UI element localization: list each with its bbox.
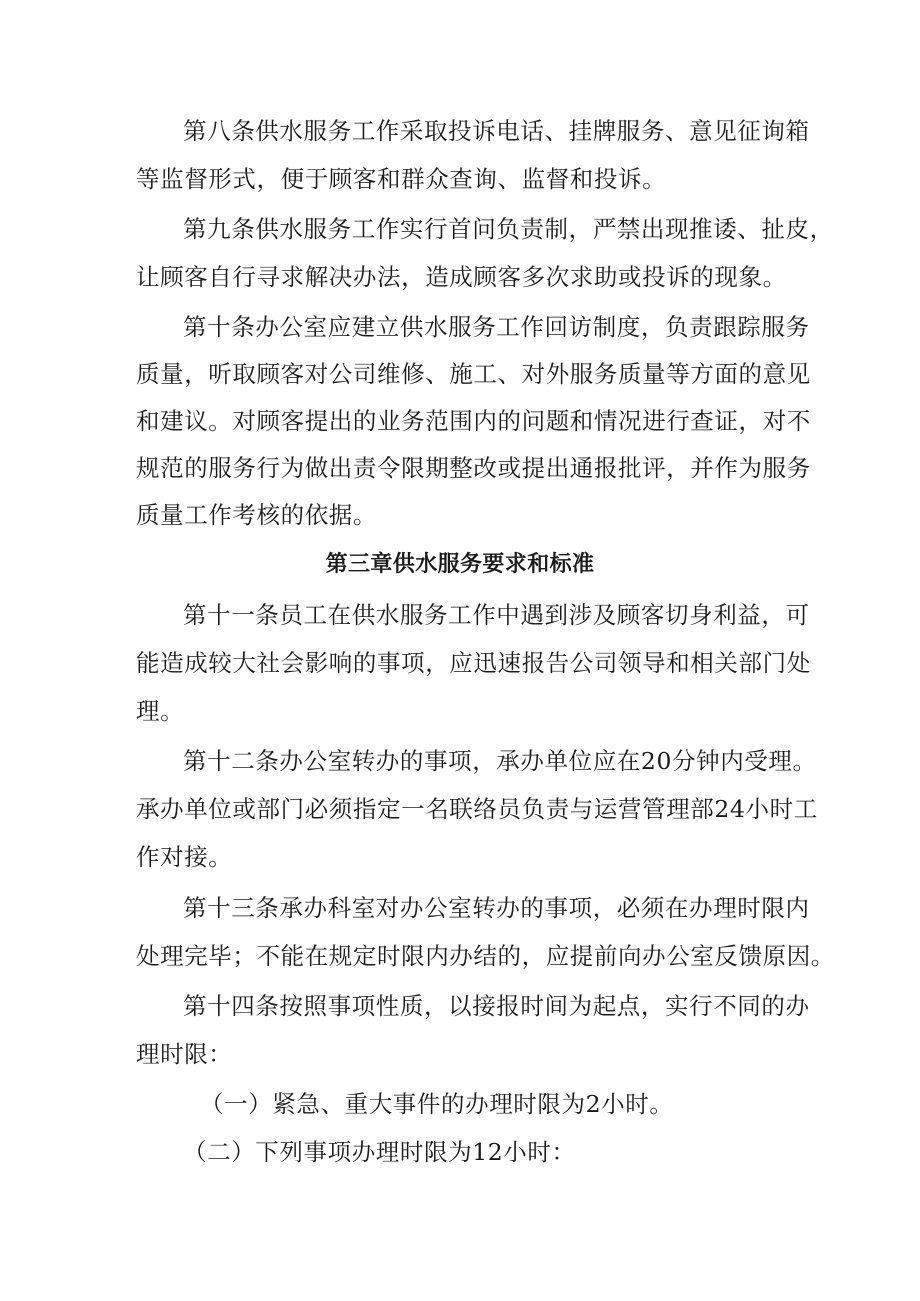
article-14-line-2: 理时限： (136, 1040, 233, 1068)
article-9-line-2: 让顾客自行寻求解决办法，造成顾客多次求助或投诉的现象。 (136, 263, 787, 291)
article-11-line-2: 能造成较大社会影响的事项，应迅速报告公司领导和相关部门处 (136, 649, 811, 677)
article-10-line-3: 和建议。对顾客提出的业务范围内的问题和情况进行查证，对不 (136, 407, 811, 435)
article-13-line-1: 第十三条承办科室对办公室转办的事项，必须在办理时限内 (183, 894, 810, 922)
article-11-line-1: 第十一条员工在供水服务工作中遇到涉及顾客切身利益，可 (183, 601, 810, 629)
article-13-line-2: 处理完毕；不能在规定时限内办结的，应提前向办公室反馈原因。 (136, 942, 835, 970)
list-item-2: （二）下列事项办理时限为12小时： (183, 1138, 576, 1166)
article-10-line-1: 第十条办公室应建立供水服务工作回访制度，负责跟踪服务 (183, 313, 810, 341)
article-8-line-1: 第八条供水服务工作采取投诉电话、挂牌服务、意见征询箱 (183, 117, 810, 145)
article-14-line-1: 第十四条按照事项性质，以接报时间为起点，实行不同的办 (183, 992, 810, 1020)
list-item-1: （一）紧急、重大事件的办理时限为2小时。 (200, 1090, 674, 1118)
article-10-line-4: 规范的服务行为做出责令限期整改或提出通报批评，并作为服务 (136, 454, 811, 482)
article-12-line-1: 第十二条办公室转办的事项，承办单位应在20分钟内受理。 (183, 747, 817, 775)
article-9-line-1: 第九条供水服务工作实行首问负责制，严禁出现推诿、扯皮， (183, 215, 834, 243)
article-8-line-2: 等监督形式，便于顾客和群众查询、监督和投诉。 (136, 165, 667, 193)
article-10-line-2: 质量，听取顾客对公司维修、施工、对外服务质量等方面的意见 (136, 360, 811, 388)
article-12-line-2: 承办单位或部门必须指定一名联络员负责与运营管理部24小时工 (136, 795, 818, 823)
article-12-line-3: 作对接。 (136, 843, 233, 871)
chapter-3-heading: 第三章供水服务要求和标准 (325, 552, 595, 577)
article-11-line-3: 理。 (136, 697, 185, 725)
article-10-line-5: 质量工作考核的依据。 (136, 501, 377, 529)
